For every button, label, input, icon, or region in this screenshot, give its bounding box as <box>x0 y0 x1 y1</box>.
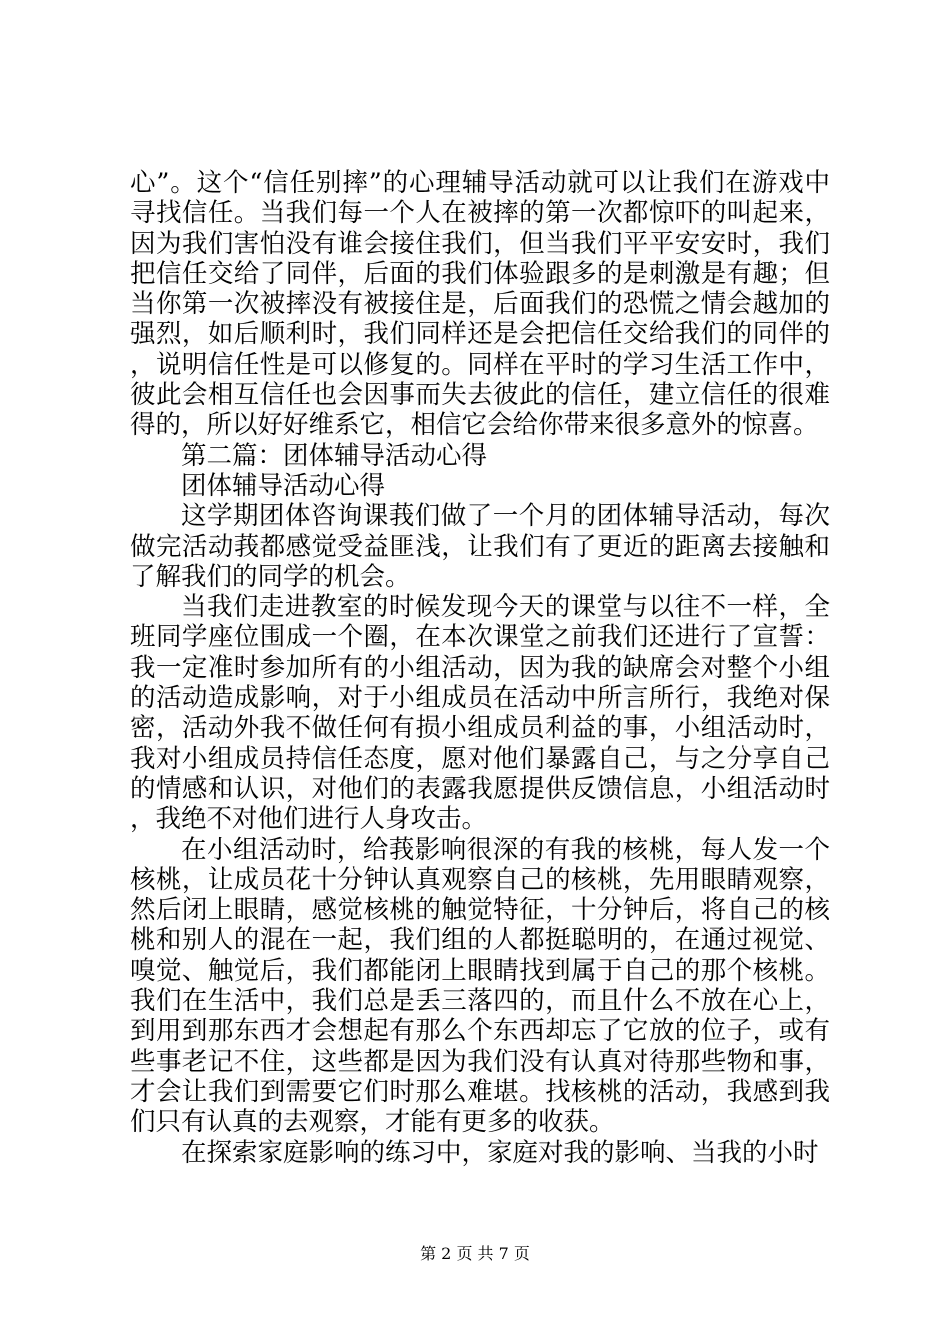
paragraph: 在探索家庭影响的练习中，家庭对我的影响、当我的小时 <box>181 1137 819 1168</box>
paragraph-continuation: 心”。这个“信任别摔”的心理辅导活动就可以让我们在游戏中寻找信任。当我们每一个人在被摔的第一次都惊吓的叫起来，因为我们害怕没有谁会接住我们，但当我们平平安安时，我们把信任交给了同伴，后面的我们体验跟多的是刺激是有趣；但当你第一次被摔没有被接住是，后面我们的恐慌之情会越加的强烈，如后顺利时，我们同样还是会把信任交给我们的同伴的，说明信任性是可以修复的。同样在平时的学习生活工作中，彼此会相互信任也会因事而失去彼此的信任，建立信任的很难得的，所以好好维系它，相信它会给你带来很多意外的惊喜。 <box>130 168 830 441</box>
page-footer: 第 2 页 共 7 页 <box>420 1244 530 1263</box>
paragraph: 当我们走进教室的时候发现今天的课堂与以往不一样，全班同学座位围成一个圈，在本次课堂之前我们还进行了宣誓：我一定准时参加所有的小组活动，因为我的缺席会对整个小组的活动造成影响，对于小组成员在活动中所言所行，我绝对保密，活动外我不做任何有损小组成员利益的事，小组活动时，我对小组成员持信任态度，愿对他们暴露自己，与之分享自己的情感和认识，对他们的表露我愿提供反馈信息，小组活动时，我绝不对他们进行人身攻击。 <box>130 592 830 835</box>
document-body <box>130 168 830 1168</box>
paragraph: 在小组活动时，给莪影响很深的有我的核桃，每人发一个核桃，让成员花十分钟认真观察自己的核桃，先用眼睛观察，然后闭上眼睛，感觉核桃的触觉特征，十分钟后，将自己的核桃和别人的混在一起，我们组的人都挺聪明的，在通过视觉、嗅觉、触觉后，我们都能闭上眼睛找到属于自己的那个核桃。我们在生活中，我们总是丢三落四的，而且什么不放在心上，到用到那东西才会想起有那么个东西却忘了它放的位子，或有些事老记不住，这些都是因为我们没有认真对待那些物和事，才会让我们到需要它们时那么难堪。找核桃的活动，我感到我们只有认真的去观察，才能有更多的收获。 <box>130 834 830 1138</box>
paragraph: 这学期团体咨询课莪们做了一个月的团体辅导活动，每次做完活动莪都感觉受益匪浅，让我们有了更近的距离去接触和了解我们的同学的机会。 <box>130 501 830 592</box>
section-subheading: 团体辅导活动心得 <box>181 470 386 501</box>
section-heading: 第二篇：团体辅导活动心得 <box>181 440 488 471</box>
